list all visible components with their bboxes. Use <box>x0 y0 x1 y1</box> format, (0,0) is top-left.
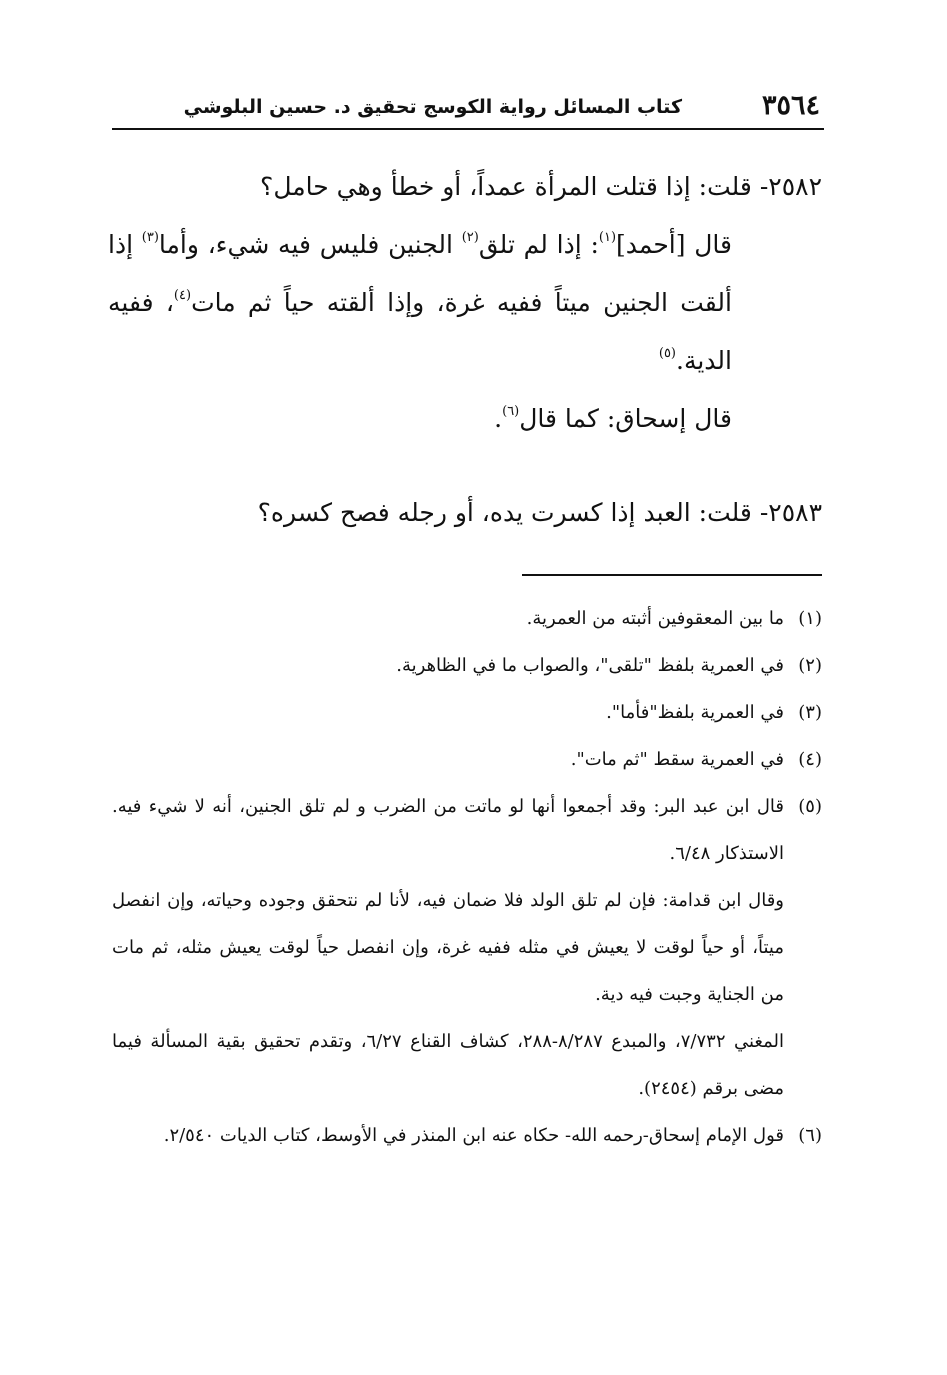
issue-2583 <box>108 484 822 542</box>
footnote-number: (٢) <box>798 655 822 676</box>
footnote-2 <box>112 642 822 689</box>
issue-2582-question: ٢٥٨٢- قلت: إذا قتلت المرأة عمداً، أو خطأ وهي حامل؟ <box>260 172 822 201</box>
footnote-number: (١) <box>798 608 822 629</box>
footnote-text: قول الإمام إسحاق-رحمه الله- حكاه عنه ابن المنذر في الأوسط، كتاب الديات ٢/٥٤٠. <box>163 1125 784 1146</box>
header-rule <box>112 128 824 130</box>
footnote-ref-4: (٤) <box>173 288 192 303</box>
footnote-number: (٤) <box>798 749 822 770</box>
running-title: كتاب المسائل رواية الكوسج تحقيق د. حسين البلوشي <box>183 96 682 118</box>
footnote-separator <box>522 574 822 576</box>
footnote-ref-1: (١) <box>598 230 617 245</box>
issue-2582-ahmad-answer <box>108 216 822 390</box>
footnote-text: في العمرية بلفظ"فأما". <box>606 702 784 723</box>
footnote-ref-3: (٣) <box>141 230 159 245</box>
ahmad-text-b: : إذا لم تلق <box>478 230 599 259</box>
footnote-5-ibn-qudama: وقال ابن قدامة: فإن لم تلق الولد فلا ضمان فيه، لأنا لم نتحقق وجوده وحياته، وإن انفصل ميتاً، أو حياً لوقت لا يعيش في مثله ففيه غرة، وإن انفصل حياً لوقت يعيش مثله، ثم مات من الجناية وجبت فيه دية. <box>112 890 784 1005</box>
issue-2583-question: ٢٥٨٣- قلت: العبد إذا كسرت يده، أو رجله فصح كسره؟ <box>257 498 822 527</box>
issue-2582 <box>108 158 822 448</box>
footnote-6 <box>112 1112 822 1159</box>
footnote-ref-5: (٥) <box>658 346 676 361</box>
footnote-text: في العمرية سقط "ثم مات". <box>570 749 784 770</box>
ishaq-text-b: . <box>494 404 503 433</box>
page-header <box>112 88 822 124</box>
page-number: ٣٥٦٤ <box>761 90 820 121</box>
ahmad-text-c: الجنين فليس فيه شيء، وأما <box>158 230 462 259</box>
ahmad-text-d: إذا ألقت الجنين ميتاً ففيه غرة، وإذا ألقته حياً ثم مات <box>108 230 732 317</box>
ahmad-text-e: ، ففيه الدية. <box>108 288 732 375</box>
issue-2582-ishaq-answer <box>108 390 822 448</box>
footnote-number: (٥) <box>798 796 822 817</box>
footnote-number: (٣) <box>798 702 822 723</box>
ahmad-text-a: قال [أحمد] <box>616 230 732 259</box>
footnote-number: (٦) <box>798 1125 822 1146</box>
footnote-text: ما بين المعقوفين أثبته من العمرية. <box>526 608 784 629</box>
footnotes <box>112 595 822 1159</box>
footnote-3 <box>112 689 822 736</box>
footnote-5-references: المغني ٧/٧٣٢، والمبدع ٨/٢٨٧-٢٨٨، كشاف القناع ٦/٢٧، وتقدم تحقيق بقية المسألة فيما مضى برقم (٢٤٥٤). <box>112 1031 784 1099</box>
footnote-text: قال ابن عبد البر: وقد أجمعوا أنها لو ماتت من الضرب و لم تلق الجنين، أنه لا شيء فيه. الاستذكار ٦/٤٨. <box>112 796 784 864</box>
footnote-5 <box>112 783 822 877</box>
footnote-4 <box>112 736 822 783</box>
footnote-text: في العمرية بلفظ "تلقى"، والصواب ما في الظاهرية. <box>396 655 784 676</box>
footnote-1 <box>112 595 822 642</box>
footnote-ref-2: (٢) <box>461 230 479 245</box>
footnote-ref-6: (٦) <box>502 404 520 419</box>
ishaq-text-a: قال إسحاق: كما قال <box>519 404 732 433</box>
